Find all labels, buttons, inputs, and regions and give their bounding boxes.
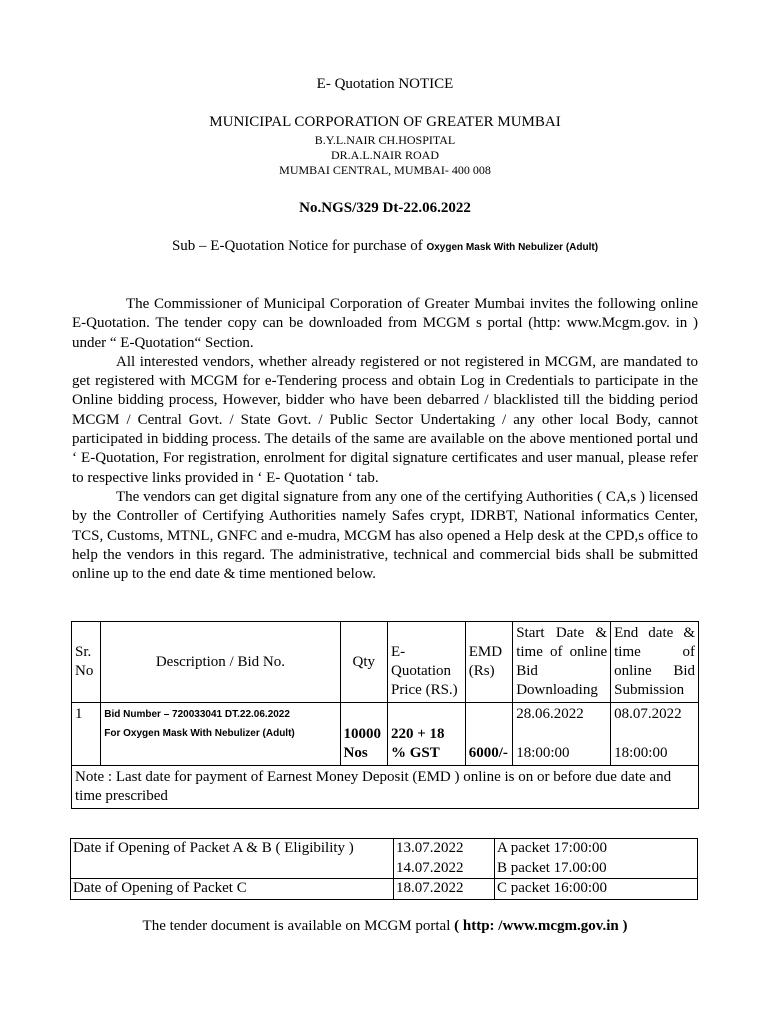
notice-body xyxy=(72,295,698,584)
emd-note: Note : Last date for payment of Earnest Money Deposit (EMD ) online is on or before due date and time prescribed xyxy=(72,766,699,809)
paragraph-2: All interested vendors, whether already registered or not registered in MCGM, are mandated to get registered with MCGM for e-Tendering process and obtain Log in Credentials to participate in the Online bidding process, However, bidder who have been debarred / blacklisted till the bidding period MCGM / Central Govt. / State Govt. / Public Sector Undertaking / any other local Body, cannot participated in bidding process. The details of the same are available on the above mentioned portal und ‘ E-Quotation, For registration, enrolment for digital signature certificates and user manual, please refer to respective links provided in ‘ E- Quotation ‘ tab. xyxy=(72,353,698,486)
table-row xyxy=(72,703,699,766)
opening-ab-packets xyxy=(495,839,698,879)
opening-ab-dates xyxy=(394,839,495,879)
opening-c-packet: C packet 16:00:00 xyxy=(495,879,698,900)
opening-b-date: 14.07.2022 xyxy=(396,859,464,876)
row-start xyxy=(513,703,611,766)
opening-b-packet: B packet 17.00:00 xyxy=(497,859,607,876)
table-header-row xyxy=(72,622,699,703)
footer-text: The tender document is available on MCGM portal xyxy=(142,918,455,934)
header-price: E- Quotation Price (RS.) xyxy=(388,622,466,703)
end-time: 18:00:00 xyxy=(614,745,668,761)
header-description: Description / Bid No. xyxy=(101,622,340,703)
tender-table xyxy=(71,621,699,809)
row-qty: 10000 Nos xyxy=(340,703,387,766)
row-emd: 6000/- xyxy=(465,703,512,766)
subject-line xyxy=(0,238,770,255)
start-time: 18:00:00 xyxy=(516,745,570,761)
address-line-3: MUMBAI CENTRAL, MUMBAI- 400 008 xyxy=(279,163,491,177)
start-date: 28.06.2022 xyxy=(516,706,584,722)
row-price: 220 + 18 % GST xyxy=(388,703,466,766)
organization-name: MUNICIPAL CORPORATION OF GREATER MUMBAI xyxy=(209,114,561,130)
row-end xyxy=(611,703,699,766)
row-sr: 1 xyxy=(72,703,101,766)
opening-row-ab xyxy=(71,839,698,879)
header-start-date: Start Date & time of online Bid Downloading xyxy=(513,622,611,703)
paragraph-3: The vendors can get digital signature from any one of the certifying Authorities ( CA,s ) licensed by the Controller of Certifying Authorities namely Safes crypt, IDRBT, National informatics Center, TCS, Customs, MTNL, GNFC and e-mudra, MCGM has also opened a Help desk at the CPD,s office to help the vendors in this regard. The administrative, technical and commercial bids shall be submitted online up to the end date & time mentioned below. xyxy=(72,488,698,583)
bid-number: Bid Number – 720033041 DT.22.06.2022 xyxy=(104,709,290,720)
address-line-2: DR.A.L.NAIR ROAD xyxy=(331,148,439,162)
opening-c-date: 18.07.2022 xyxy=(394,879,495,900)
address-line-1: B.Y.L.NAIR CH.HOSPITAL xyxy=(314,133,456,147)
subject-item: Oxygen Mask With Nebulizer (Adult) xyxy=(426,242,599,253)
end-date: 08.07.2022 xyxy=(614,706,682,722)
portal-link[interactable]: ( http: /www.mcgm.gov.in ) xyxy=(454,918,628,934)
paragraph-1: The Commissioner of Municipal Corporation of Greater Mumbai invites the following online E-Quotation. The tender copy can be downloaded from MCGM s portal (http: www.Mcgm.gov. in ) under “ E-Quotation“ Section. xyxy=(72,296,698,351)
opening-table xyxy=(70,838,698,900)
subject-prefix: Sub – E-Quotation Notice for purchase of xyxy=(171,238,427,254)
note-row xyxy=(72,766,699,809)
opening-c-label: Date of Opening of Packet C xyxy=(71,879,394,900)
opening-a-date: 13.07.2022 xyxy=(396,840,464,856)
opening-ab-label: Date if Opening of Packet A & B ( Eligibility ) xyxy=(71,839,394,879)
header-emd: EMD (Rs) xyxy=(465,622,512,703)
notice-title: E- Quotation NOTICE xyxy=(316,76,454,92)
opening-row-c xyxy=(71,879,698,900)
header-qty: Qty xyxy=(340,622,387,703)
header-sr: Sr. No xyxy=(72,622,101,703)
opening-a-packet: A packet 17:00:00 xyxy=(497,840,607,856)
reference-number: No.NGS/329 Dt-22.06.2022 xyxy=(299,200,471,216)
header-end-date: End date & time of online Bid Submission xyxy=(611,622,699,703)
footer-line xyxy=(0,918,770,935)
row-bid-description xyxy=(101,703,340,766)
bid-item: For Oxygen Mask With Nebulizer (Adult) xyxy=(104,728,295,739)
